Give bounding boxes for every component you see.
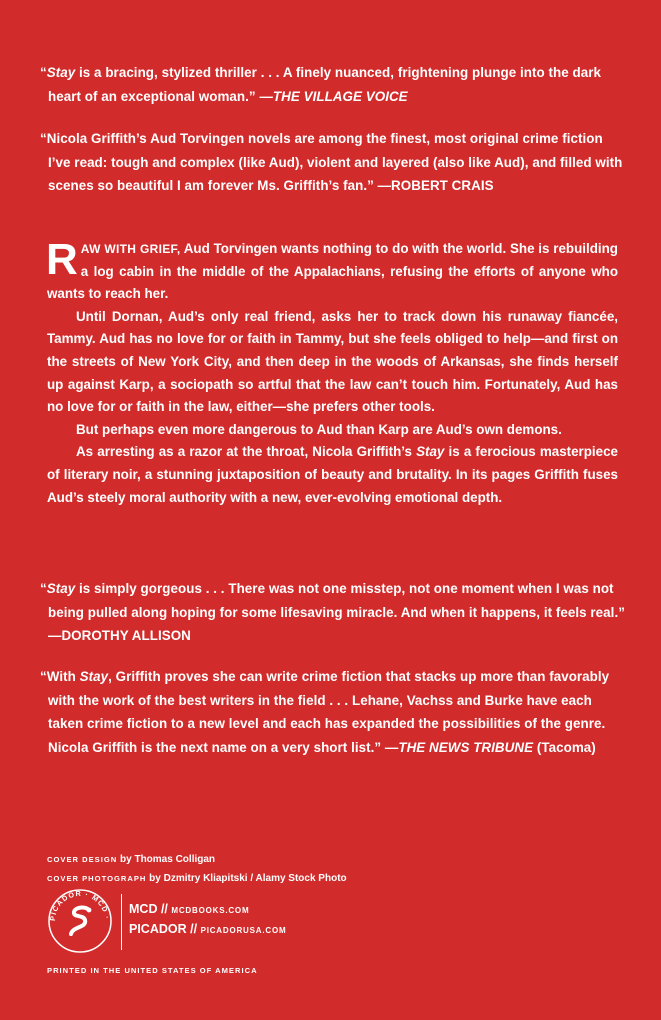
paragraph-text: is a ferocious masterpiece of literary noir, a stunning juxtaposition of beauty and brutality. In its pages Griffith fuses Aud’s steely moral authority with a new, ever-evolving emotional depth. (47, 444, 618, 505)
book-title: Stay (416, 444, 445, 460)
credit-label: COVER PHOTOGRAPH (47, 874, 147, 883)
separator: // (157, 902, 172, 916)
separator: // (186, 922, 201, 936)
picador-line (129, 922, 286, 936)
logo-ring-text: PICADOR · MCD · (47, 888, 112, 922)
mcd-line (129, 902, 249, 916)
review-quote-robert-crais (40, 127, 628, 198)
quote-attribution: —ROBERT CRAIS (373, 178, 494, 193)
book-title: Stay (46, 65, 76, 80)
paragraph-text: Aud Torvingen wants nothing to do with the world. She is rebuilding a log cabin in the middle of the Appalachians, refusing the efforts of anyone who wants to reach her. (47, 241, 618, 302)
cover-photo-credit (47, 869, 347, 888)
description-paragraph (46, 235, 618, 306)
quote-attribution: THE NEWS TRIBUNE (398, 739, 534, 755)
drop-cap: R (46, 235, 78, 284)
description-paragraph (47, 441, 618, 509)
cover-design-credit (47, 850, 347, 869)
cover-credits (47, 850, 347, 888)
attribution-dash: — (255, 88, 273, 104)
printed-in-usa: PRINTED IN THE UNITED STATES OF AMERICA (47, 966, 258, 975)
credit-value: by Thomas Colligan (117, 854, 216, 865)
review-quote-village-voice (40, 61, 628, 108)
quote-attribution: —DOROTHY ALLISON (48, 628, 191, 643)
publisher-block (47, 888, 367, 956)
quote-text: , Griffith proves she can write crime fiction that stacks up more than favorably with the work of the best writers in the field . . . Lehane, Vachss and Burke have each taken crime fiction to a new level and each has expanded the possibilities of the genre. Nicola Griffith is the next name on a very short list.” (48, 669, 610, 755)
quote-attribution: THE VILLAGE VOICE (272, 88, 408, 104)
quote-text: is simply gorgeous . . . There was not one misstep, not one moment when I was not being pulled along hoping for some lifesaving miracle. And when it happens, it feels real.” (48, 581, 625, 620)
credit-value: by Dzmitry Kliapitski / Alamy Stock Photo (146, 873, 347, 884)
open-quote-mark: “ (40, 65, 47, 80)
credit-label: COVER DESIGN (47, 855, 118, 864)
quote-text: “With (40, 669, 80, 684)
description-paragraph: Until Dornan, Aud’s only real friend, asks her to track down his runaway fiancée, Tammy. Aud has no love for or faith in Tammy, but she feels obliged to help—and first on the streets of New York City, and then deep in the woods of Arkansas, she finds herself up against Karp, a sociopath so artful that the law can’t touch him. Fortunately, Aud has no love for or faith in the law, either—she prefers other tools. (47, 308, 618, 415)
open-quote-mark: “ (40, 581, 47, 596)
paragraph-text: As arresting as a razor at the throat, Nicola Griffith’s (76, 444, 417, 460)
attribution-dash: — (381, 739, 399, 755)
book-description (46, 235, 618, 509)
description-paragraph: But perhaps even more dangerous to Aud than Karp are Aud’s own demons. (76, 421, 562, 437)
book-title: Stay (46, 581, 76, 596)
logo-divider (121, 894, 122, 950)
logo-serpent-icon (71, 908, 89, 934)
publisher-name: MCD (129, 902, 158, 916)
publisher-url[interactable]: MCDBOOKS.COM (171, 906, 250, 915)
publisher-name: PICADOR (129, 922, 187, 936)
attribution-location: (Tacoma) (533, 739, 596, 755)
lead-caps: AW WITH GRIEF, (80, 242, 181, 256)
quote-text: “Nicola Griffith’s Aud Torvingen novels are among the finest, most original crime fiction I’ve read: tough and complex (like Aud), violent and layered (also like Aud), and filled with scenes so beautiful I am forever Ms. Griffith’s fan.” (40, 131, 623, 193)
book-title: Stay (79, 669, 109, 684)
review-quote-news-tribune (40, 665, 628, 759)
review-quote-dorothy-allison (40, 577, 628, 648)
picador-mcd-logo (47, 888, 113, 954)
publisher-url[interactable]: PICADORUSA.COM (200, 926, 287, 935)
quote-text: is a bracing, stylized thriller . . . A finely nuanced, frightening plunge into the dark heart of an exceptional woman.” (48, 65, 602, 104)
